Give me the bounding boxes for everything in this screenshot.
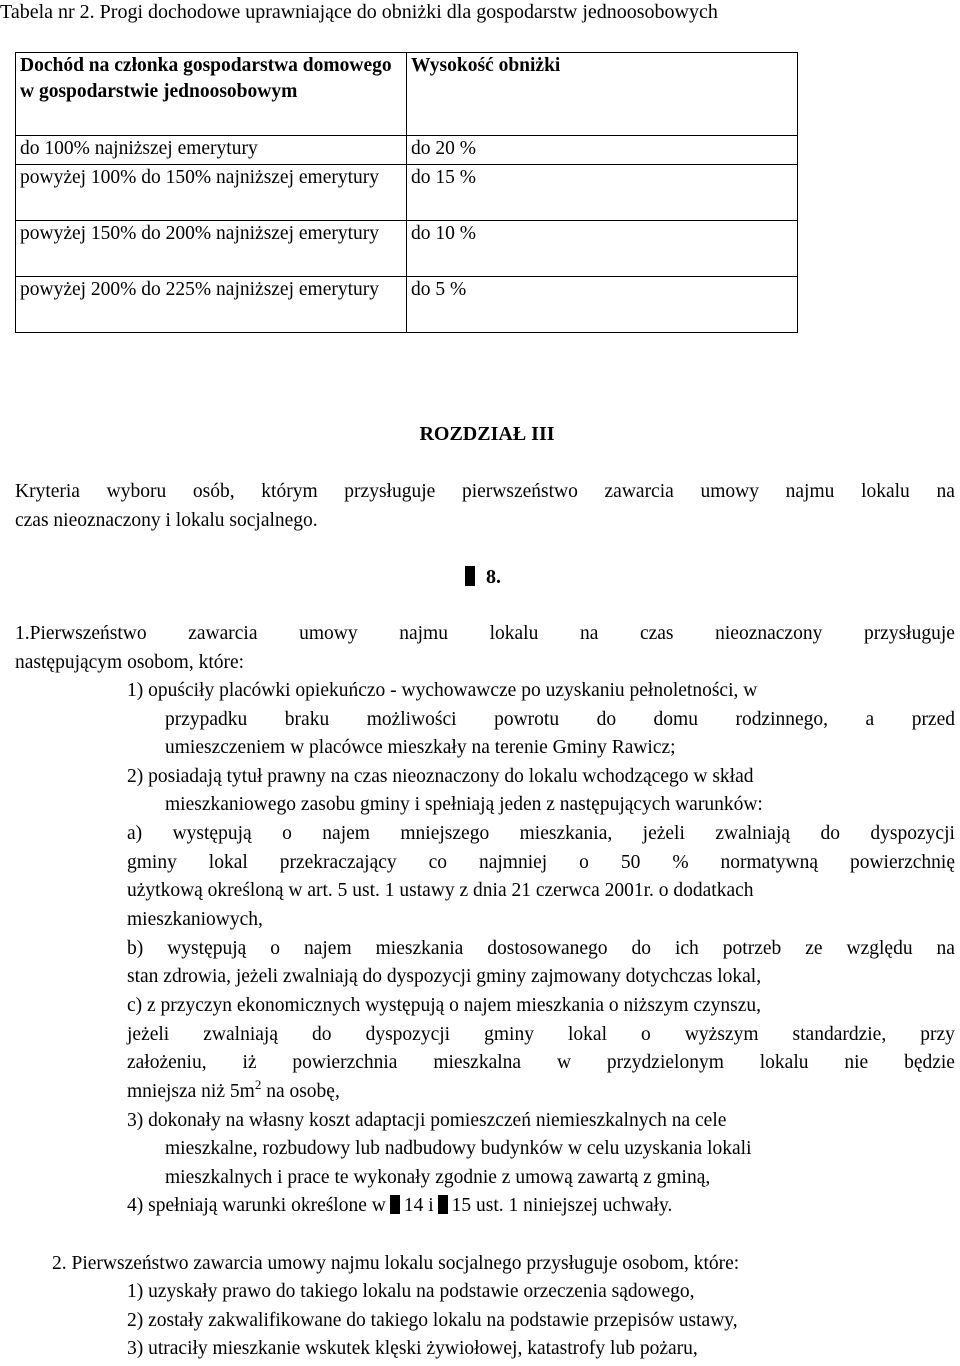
- word: najem: [303, 938, 352, 959]
- table-caption: Tabela nr 2. Progi dochodowe uprawniające do obniżki dla gospodarstw jednoosobowych: [0, 1, 718, 23]
- table-header-row: [16, 53, 798, 136]
- sub-item-a-cont: mieszkaniowych,: [127, 909, 263, 930]
- word: przy: [920, 1024, 955, 1045]
- p2-list-item-2: 2) zostały zakwalifikowane do takiego lokalu na podstawie przepisów ustawy,: [127, 1310, 738, 1331]
- table-cell-reduction: do 5 %: [407, 277, 798, 333]
- list-item-4-text: 14 i: [403, 1195, 434, 1216]
- list-item-1-cont: [165, 706, 955, 735]
- word: czas: [639, 623, 674, 644]
- word: ich: [674, 938, 699, 959]
- word: b): [127, 938, 144, 959]
- list-item-3-cont: mieszkalnych i prace te wykonały zgodnie z umową zawartą z gminą,: [165, 1167, 711, 1188]
- word: zwalniają: [715, 823, 791, 844]
- word: do: [312, 1024, 332, 1045]
- word: którym: [261, 481, 318, 502]
- word: występują: [167, 938, 247, 959]
- section-sign-icon: [438, 1195, 448, 1214]
- table-cell-income: powyżej 100% do 150% najniższej emerytury: [16, 165, 407, 221]
- paragraph-2-line: 2. Pierwszeństwo zawarcia umowy najmu lokalu socjalnego przysługuje osobom, które:: [52, 1253, 740, 1274]
- chapter-intro-line: czas nieoznaczony i lokalu socjalnego.: [15, 510, 318, 531]
- table-row: [16, 165, 798, 221]
- word: jeżeli: [642, 823, 685, 844]
- word: umowy: [299, 623, 358, 644]
- word: powierzchnię: [849, 852, 955, 873]
- word: a): [127, 823, 143, 844]
- sub-item-b: [127, 935, 955, 964]
- section-sign-icon: [465, 566, 475, 586]
- word: dostosowanego: [487, 938, 608, 959]
- table-cell-reduction: do 20 %: [407, 136, 798, 165]
- sub-item-a-cont: użytkową określoną w art. 5 ust. 1 ustawy z dnia 21 czerwca 2001r. o dodatkach: [127, 880, 754, 901]
- table-row: [16, 221, 798, 277]
- chapter-intro-line: [15, 478, 955, 507]
- section-number: 8.: [486, 566, 501, 588]
- p2-list-item-3: 3) utraciły mieszkanie wskutek klęski żywiołowej, katastrofy lub pożaru,: [127, 1338, 698, 1359]
- word: założeniu,: [127, 1052, 207, 1073]
- word: mieszkania: [375, 938, 464, 959]
- word: do: [631, 938, 652, 959]
- word: co: [428, 852, 448, 873]
- word: osób,: [192, 481, 235, 502]
- table-cell-income: powyżej 150% do 200% najniższej emerytury: [16, 221, 407, 277]
- word: do: [820, 823, 840, 844]
- word: najmu: [399, 623, 448, 644]
- word: ze: [805, 938, 823, 959]
- word: na: [936, 481, 955, 502]
- word: Kryteria: [15, 481, 80, 502]
- word: występują: [172, 823, 252, 844]
- list-item-3: 3) dokonały na własny koszt adaptacji pomieszczeń niemieszkalnych na cele: [127, 1110, 727, 1131]
- table-row: [16, 136, 798, 165]
- word: umowy: [700, 481, 759, 502]
- sub-item-c-cont: [127, 1078, 340, 1107]
- word: 1.Pierwszeństwo: [15, 623, 147, 644]
- word: lokalu: [489, 623, 539, 644]
- list-item-4-text: 4) spełniają warunki określone w: [127, 1195, 386, 1216]
- word: najmniej: [478, 852, 548, 873]
- word: nie: [844, 1052, 869, 1073]
- word: przysługuje: [863, 623, 955, 644]
- list-item-2: 2) posiadają tytuł prawny na czas nieoznaczony do lokalu wchodzącego w skład: [127, 766, 754, 787]
- section-heading: [465, 563, 501, 592]
- superscript-2: 2: [254, 1077, 262, 1092]
- p2-list-item-1: 1) uzyskały prawo do takiego lokalu na podstawie orzeczenia sądowego,: [127, 1281, 695, 1302]
- chapter-heading: ROZDZIAŁ III: [419, 423, 555, 445]
- word: przydzielonym: [606, 1052, 724, 1073]
- area-text: mniejsza niż 5m: [127, 1081, 255, 1102]
- word: %: [672, 852, 689, 873]
- income-threshold-table: [15, 52, 798, 333]
- word: braku: [284, 709, 330, 730]
- word: standardzie,: [792, 1024, 887, 1045]
- word: mieszkalna: [433, 1052, 522, 1073]
- word: przypadku: [165, 709, 248, 730]
- word: na: [579, 623, 599, 644]
- word: będzie: [904, 1052, 955, 1073]
- list-item-1-cont: umieszczeniem w placówce mieszkały na terenie Gminy Rawicz;: [165, 737, 676, 758]
- word: o: [641, 1024, 651, 1045]
- paragraph-1-line: następującym osobom, które:: [15, 652, 245, 673]
- word: najmu: [785, 481, 835, 502]
- table-cell-income: powyżej 200% do 225% najniższej emerytury: [16, 277, 407, 333]
- word: gminy: [484, 1024, 534, 1045]
- word: najem: [322, 823, 370, 844]
- word: zawarcia: [188, 623, 258, 644]
- word: domu: [653, 709, 698, 730]
- word: potrzeb: [722, 938, 782, 959]
- word: dyspozycji: [365, 1024, 451, 1045]
- word: zawarcia: [604, 481, 674, 502]
- table-header-reduction: Wysokość obniżki: [407, 53, 798, 136]
- word: powierzchnia: [292, 1052, 398, 1073]
- word: lokal: [568, 1024, 607, 1045]
- sub-item-a-cont: [127, 849, 955, 878]
- list-item-2-cont: mieszkaniowego zasobu gminy i spełniają jeden z następujących warunków:: [165, 794, 763, 815]
- table-cell-reduction: do 10 %: [407, 221, 798, 277]
- word: nieoznaczony: [715, 623, 823, 644]
- word: przed: [911, 709, 955, 730]
- paragraph-1-line: [15, 620, 955, 649]
- table-header-income: Dochód na członka gospodarstwa domowego w gospodarstwie jednoosobowym: [16, 53, 407, 136]
- word: lokalu: [759, 1052, 809, 1073]
- word: pierwszeństwo: [461, 481, 578, 502]
- word: a: [865, 709, 875, 730]
- word: w: [556, 1052, 572, 1073]
- word: o: [270, 938, 281, 959]
- list-item-4: [127, 1192, 672, 1221]
- word: powrotu: [494, 709, 560, 730]
- section-sign-icon: [390, 1195, 400, 1214]
- word: możliwości: [366, 709, 457, 730]
- list-item-3-cont: mieszkalne, rozbudowy lub nadbudowy budynków w celu uzyskania lokali: [165, 1138, 752, 1159]
- word: wyboru: [106, 481, 167, 502]
- table-row: [16, 277, 798, 333]
- word: mieszkania,: [519, 823, 613, 844]
- list-item-4-text: 15 ust. 1 niniejszej uchwały.: [451, 1195, 673, 1216]
- word: jeżeli: [127, 1024, 170, 1045]
- list-item-1: 1) opuściły placówki opiekuńczo - wychowawcze po uzyskaniu pełnoletności, w: [127, 680, 758, 701]
- word: zwalniają: [203, 1024, 278, 1045]
- word: lokalu: [861, 481, 910, 502]
- table-cell-income: do 100% najniższej emerytury: [16, 136, 407, 165]
- word: rodzinnego,: [735, 709, 829, 730]
- word: gminy: [127, 852, 177, 873]
- word: iż: [242, 1052, 257, 1073]
- sub-item-c-cont: [127, 1021, 955, 1050]
- word: przysługuje: [344, 481, 436, 502]
- word: lokal: [208, 852, 248, 873]
- word: do: [596, 709, 617, 730]
- word: przekraczający: [279, 852, 397, 873]
- word: mniejszego: [400, 823, 490, 844]
- word: o: [282, 823, 292, 844]
- sub-item-c-cont: [127, 1049, 955, 1078]
- word: względu: [846, 938, 913, 959]
- word: 50: [620, 852, 641, 873]
- sub-item-c: c) z przyczyn ekonomicznych występują o najem mieszkania o niższym czynszu,: [127, 995, 762, 1016]
- word: normatywną: [720, 852, 818, 873]
- area-text-end: na osobę,: [266, 1081, 340, 1102]
- word: dyspozycji: [870, 823, 955, 844]
- sub-item-b-cont: stan zdrowia, jeżeli zwalniają do dyspozycji gminy zajmowany dotychczas lokal,: [127, 966, 762, 987]
- table-cell-reduction: do 15 %: [407, 165, 798, 221]
- word: na: [936, 938, 955, 959]
- sub-item-a: [127, 820, 955, 849]
- word: wyższym: [684, 1024, 759, 1045]
- word: o: [579, 852, 589, 873]
